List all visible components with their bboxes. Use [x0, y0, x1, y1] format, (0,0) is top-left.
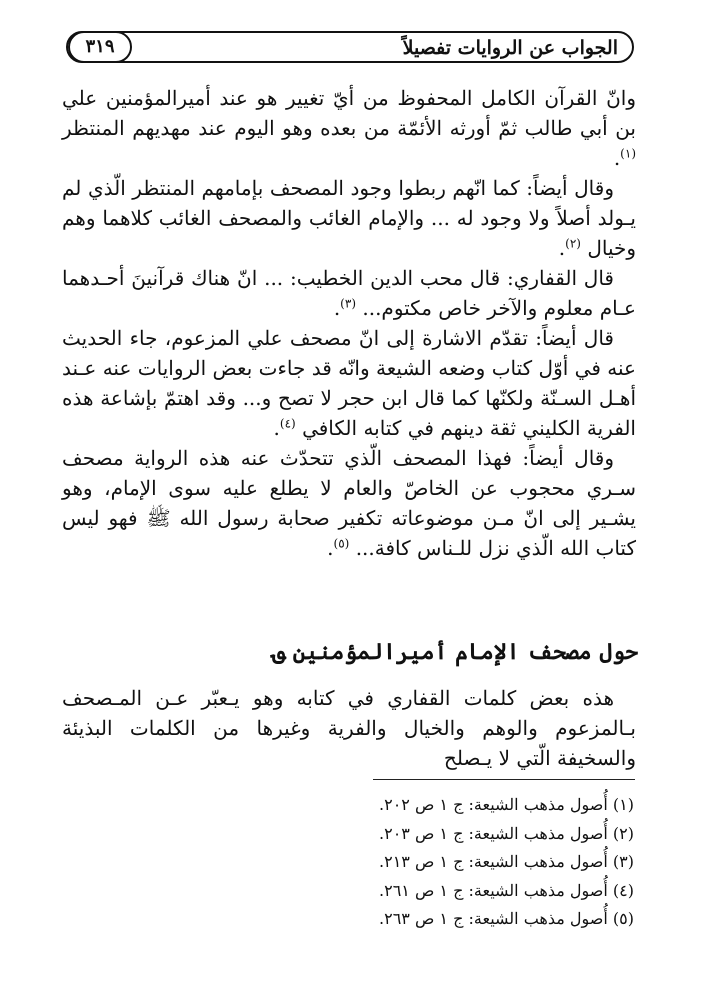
page-header	[66, 31, 634, 63]
footnote-ref: (٥)	[333, 536, 350, 551]
footnote: (٢) أُصول مذهب الشيعة: ج ١ ص ٢٠٣.	[379, 823, 634, 843]
footnote: (٥) أُصول مذهب الشيعة: ج ١ ص ٢٦٣.	[379, 909, 634, 928]
footnote: (٣) أُصول مذهب الشيعة: ج ١ ص ٢١٣.	[379, 852, 634, 871]
footnote: (١) أُصول مذهب الشيعة: ج ١ ص ٢٠٢.	[379, 795, 634, 814]
footnote: (٤) أُصول مذهب الشيعة: ج ١ ص ٢٦١.	[379, 880, 634, 900]
paragraph-text: قال القفاري: قال محب الدين الخطيب: ... انّ هناك قرآنينَ أحـدهما عـام معلوم والآخر خاص مكتوم...	[62, 266, 636, 320]
paragraph-text: وقال أيضاً: كما انّهم ربطوا وجود المصحف بإمامهم المنتظر الّذي لم يـولد أصلاً ولا وجود له ... والإمام الغائب والمصحف الغائب كلاهما وهم وخيال	[62, 176, 636, 260]
section-heading: حول مصحف الإمام أميرالمؤمنين ؈	[272, 639, 638, 665]
paragraph	[62, 443, 636, 563]
paragraph-text: وانّ القرآن الكامل المحفوظ من أيّ تغيير هو عند أميرالمؤمنين علي بن أبي طالب ثمّ أورثه الأئمّة من بعده وهو اليوم عند مهديهم المنتظر	[62, 86, 636, 140]
section-body	[62, 683, 636, 773]
footnote-divider	[373, 779, 635, 780]
running-title: الجواب عن الروايات تفصيلاً	[402, 37, 618, 59]
punctuation: .	[327, 536, 334, 560]
body-text	[62, 83, 636, 563]
footnote-ref: (٢)	[565, 236, 581, 251]
page-number: ٣١٩	[68, 31, 132, 63]
paragraph-text: قال أيضاً: تقدّم الاشارة إلى انّ مصحف علي المزعوم، جاء الحديث عنه في أوّل كتاب وضعه الشيعة وانّه قد جاءت بعض الروايات عنه عـند أهـل السـنّة ولكنّها كما قال ابن حجر لا تصح و... وقد اهتمّ بإشاعة هذه الفرية الكليني ثقة دينهم في كتابه الكافي	[62, 326, 636, 440]
footnote-ref: (٤)	[279, 416, 296, 431]
punctuation: .	[333, 296, 341, 320]
paragraph	[62, 173, 636, 263]
punctuation: .	[558, 236, 566, 260]
paragraph	[62, 83, 636, 173]
footnotes	[334, 791, 634, 934]
punctuation: .	[613, 146, 621, 170]
paragraph-text: هذه بعض كلمات القفاري في كتابه وهو يـعبّر عـن المـصحف بـالمزعوم والوهم والخيال والفرية وغيرها من الكلمات البذيئة والسخيفة الّتي لا يـصلح	[62, 686, 636, 770]
paragraph-text: وقال أيضاً: فهذا المصحف الّذي تتحدّث عنه هذه الرواية مصحف سـري محجوب عن الخاصّ والعام لا يطلع عليه سوى الإمام، وهو يشـير إلى انّ مـن موضوعاته تكفير صحابة رسول الله ﷺ فهو ليس كتاب الله الّذي نزل للـناس كافة...	[62, 446, 636, 560]
footnote-ref: (١)	[620, 146, 636, 161]
paragraph	[62, 263, 636, 323]
footnote-ref: (٣)	[340, 296, 356, 311]
punctuation: .	[273, 416, 280, 440]
paragraph	[62, 323, 636, 443]
